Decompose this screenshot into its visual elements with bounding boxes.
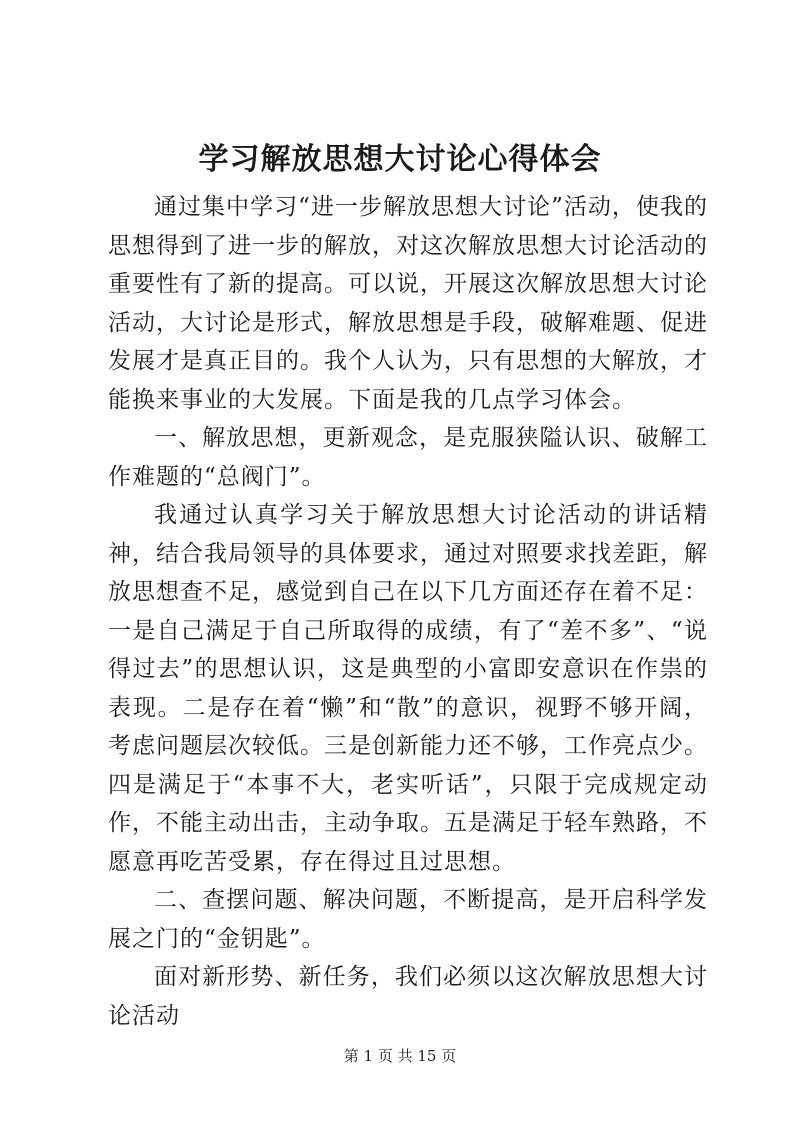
- paragraph-new-tasks: 面对新形势、新任务，我们必须以这次解放思想大讨论活动: [108, 964, 708, 1029]
- paragraph-heading-one: 一、解放思想，更新观念，是克服狭隘认识、破解工作难题的“总阀门”。: [108, 425, 708, 490]
- page-number-footer: 第 1 页 共 15 页: [343, 1047, 457, 1065]
- document-body: [108, 188, 708, 1035]
- paragraph-shortcomings: 我通过认真学习关于解放思想大讨论活动的讲话精神，结合我局领导的具体要求，通过对照要求找差距，解放思想查不足，感觉到自己在以下几方面还存在着不足：一是自己满足于自己所取得的成绩，有了“差不多”、“说得过去”的思想认识，这是典型的小富即安意识在作祟的表现。二是存在着“懒”和“散”的意识，视野不够开阔，考虑问题层次较低。三是创新能力还不够，工作亮点少。四是满足于“本事不大，老实听话”，只限于完成规定动作，不能主动出击，主动争取。五是满足于轻车熟路，不愿意再吃苦受累，存在得过且过思想。: [108, 502, 708, 875]
- document-title: 学习解放思想大讨论心得体会: [198, 142, 602, 177]
- paragraph-intro: 通过集中学习“进一步解放思想大讨论”活动，使我的思想得到了进一步的解放，对这次解放思想大讨论活动的重要性有了新的提高。可以说，开展这次解放思想大讨论活动，大讨论是形式，解放思想是手段，破解难题、促进发展才是真正目的。我个人认为，只有思想的大解放，才能换来事业的大发展。下面是我的几点学习体会。: [108, 194, 708, 413]
- paragraph-heading-two: 二、查摆问题、解决问题，不断提高，是开启科学发展之门的“金钥匙”。: [108, 887, 708, 952]
